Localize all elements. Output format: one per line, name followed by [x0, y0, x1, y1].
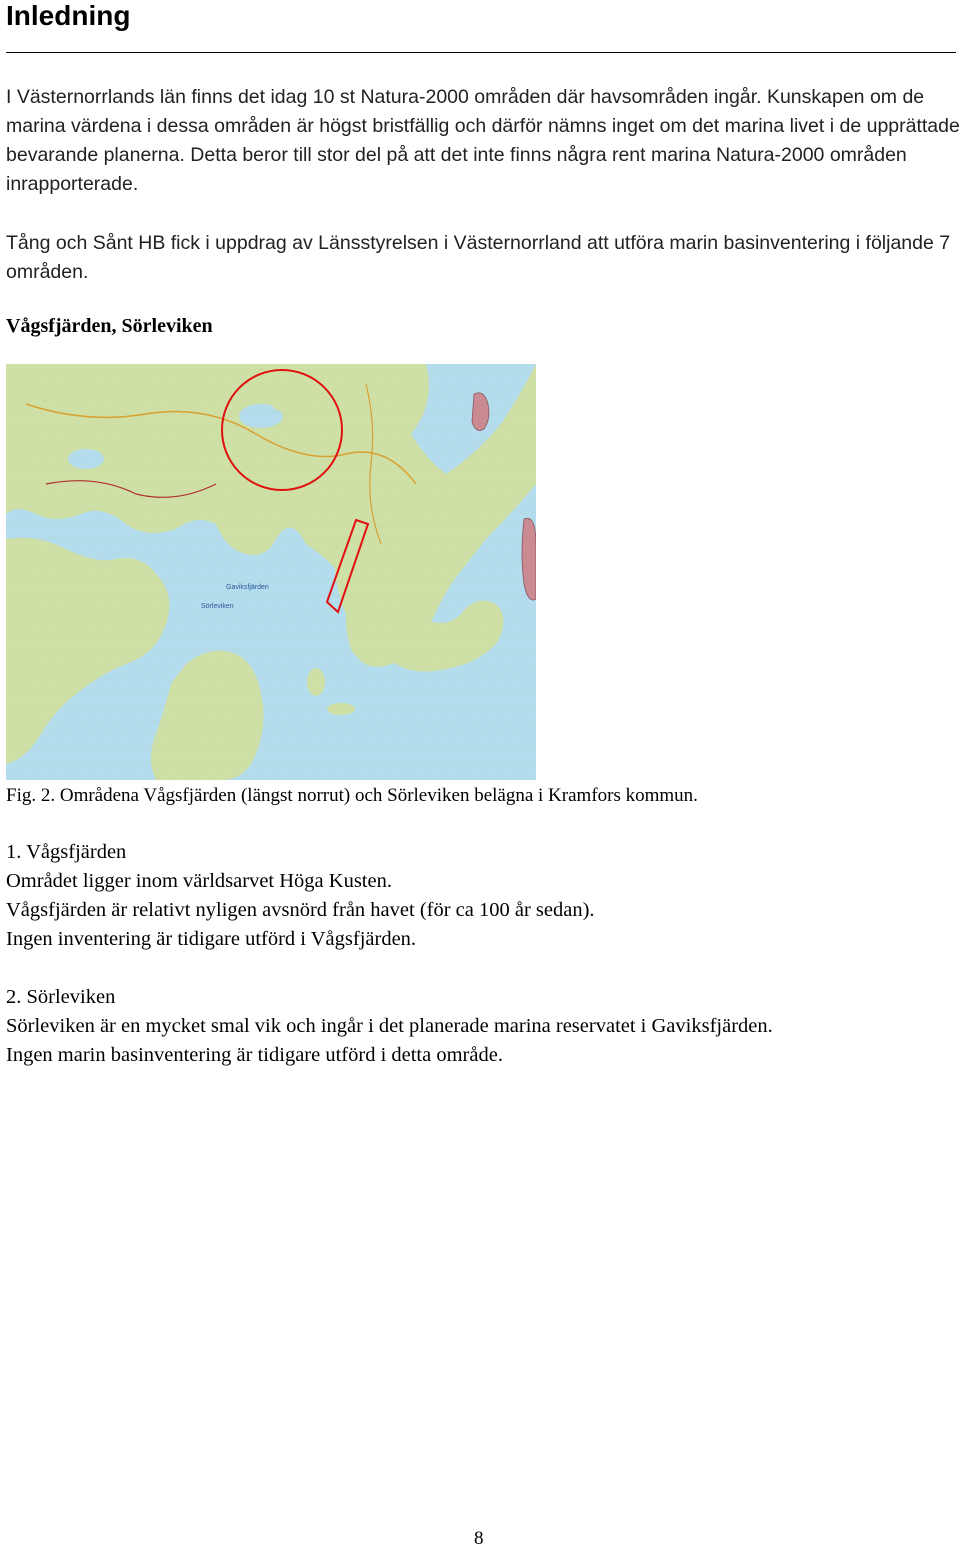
section-subheading: Vågsfjärden, Sörleviken — [6, 315, 213, 337]
section-vagsfjarden — [6, 838, 595, 954]
intro-paragraph: I Västernorrlands län finns det idag 10 st Natura-2000 områden där havsområden ingår. Kunskapen om de marina värdena i dessa områden är högst bristfällig och därför nämns inget om det marina livet i de upprättade bevarande planerna. Detta beror till stor del på att det inte finns några rent marina Natura-2000 områden inrapporterade. — [6, 86, 960, 195]
section-line: Området ligger inom världsarvet Höga Kusten. — [6, 870, 392, 892]
section-line: Vågsfjärden är relativt nyligen avsnörd från havet (för ca 100 år sedan). — [6, 899, 595, 921]
page-number: 8 — [474, 1528, 484, 1549]
area-map — [6, 364, 536, 780]
map-label-a: Gaviksfjärden — [226, 584, 269, 591]
map-figure — [6, 364, 536, 780]
map-contours — [6, 364, 536, 780]
page-heading: Inledning — [6, 0, 131, 31]
heading-rule — [6, 52, 956, 53]
map-label-b: Sörleviken — [201, 603, 234, 610]
map-reserve-area — [472, 393, 489, 431]
section-line: Ingen marin basinventering är tidigare utförd i detta område. — [6, 1044, 503, 1066]
section-line: Sörleviken är en mycket smal vik och ingår i det planerade marina reservatet i Gaviksfjärden. — [6, 1015, 773, 1037]
assignment-paragraph: Tång och Sånt HB fick i uppdrag av Länsstyrelsen i Västernorrland att utföra marin basinventering i följande 7 områden. — [6, 232, 951, 283]
section-line: Ingen inventering är tidigare utförd i Vågsfjärden. — [6, 928, 417, 950]
section-sorleviken — [6, 983, 773, 1070]
section-title: 1. Vågsfjärden — [6, 841, 127, 863]
figure-caption: Fig. 2. Områdena Vågsfjärden (längst norrut) och Sörleviken belägna i Kramfors kommun. — [6, 785, 698, 806]
section-title: 2. Sörleviken — [6, 986, 116, 1008]
